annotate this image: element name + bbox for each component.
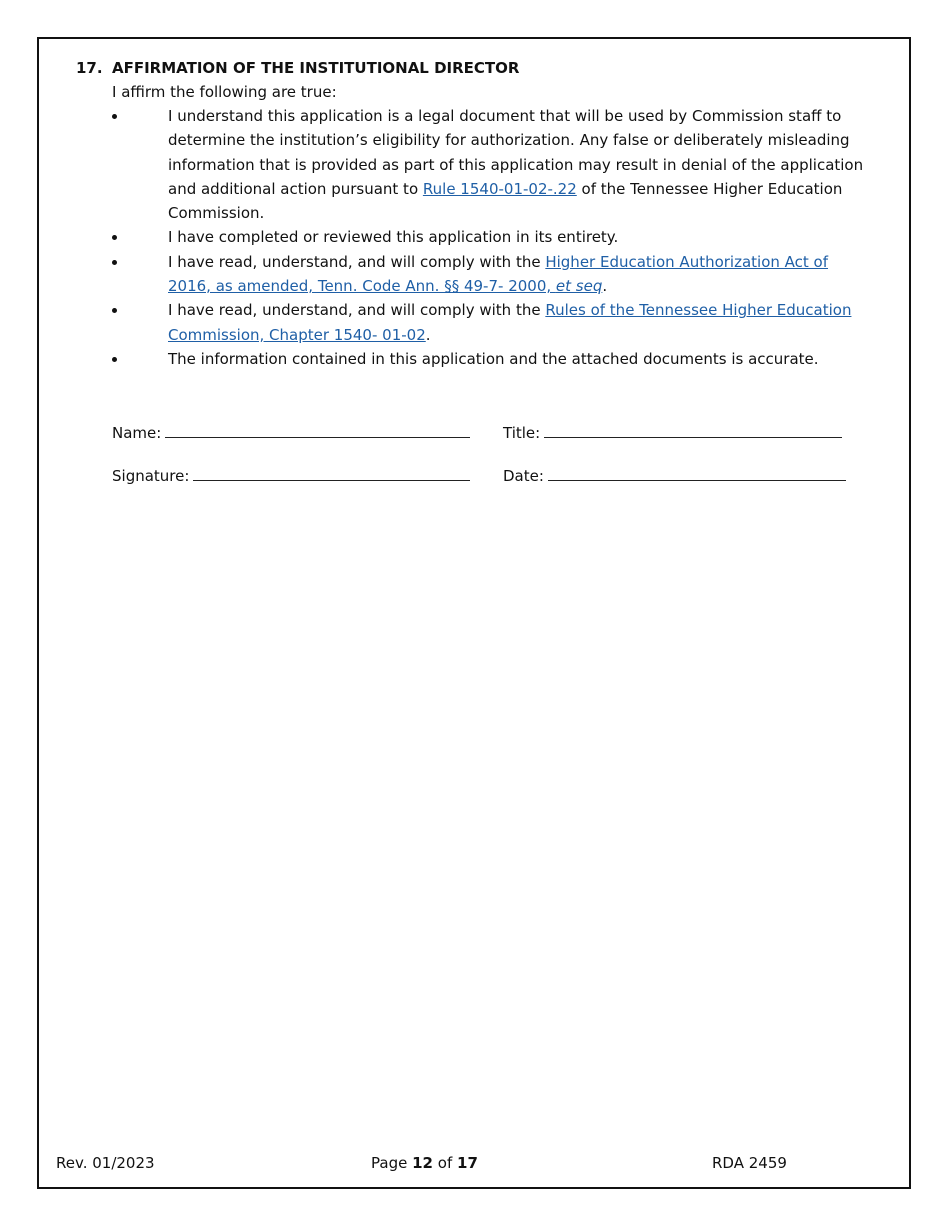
- affirmation-list: [112, 104, 866, 371]
- date-line[interactable]: [548, 465, 846, 481]
- commission-rules-link[interactable]: Rules of the Tennessee Higher Education Commission, Chapter 1540- 01-02: [168, 301, 852, 344]
- section-number: 17.: [76, 59, 103, 77]
- list-item: I have read, understand, and will comply with the Rules of the Tennessee Higher Education Commission, Chapter 1540- 01-02.: [112, 298, 866, 347]
- date-label: Date:: [503, 467, 544, 485]
- section-heading: [76, 56, 866, 80]
- bullet-icon: [112, 308, 117, 313]
- list-item: I understand this application is a legal document that will be used by Commission staff to determine the institution’s eligibility for authorization. Any false or deliberately misleading information that is provided as part of this application may result in denial of the application and additional action pursuant to Rule 1540-01-02-.22 of the Tennessee Higher Education Commission.: [112, 104, 866, 225]
- affirmation-intro: I affirm the following are true:: [112, 83, 337, 101]
- bullet-icon: [112, 114, 117, 119]
- title-label: Title:: [503, 424, 541, 442]
- bullet-icon: [112, 357, 117, 362]
- name-field[interactable]: [112, 422, 470, 444]
- list-item: The information contained in this application and the attached documents is accurate.: [112, 347, 866, 371]
- signature-label: Signature:: [112, 467, 190, 485]
- authorization-act-link[interactable]: Higher Education Authorization Act of 2016, as amended, Tenn. Code Ann. §§ 49-7- 2000, et seq: [168, 252, 829, 296]
- list-item: I have read, understand, and will comply with the Higher Education Authorization Act of 2016, as amended, Tenn. Code Ann. §§ 49-7- 2000, et seq.: [112, 250, 866, 299]
- form-id: RDA 2459: [712, 1154, 787, 1172]
- signature-line[interactable]: [193, 465, 470, 481]
- signature-row-2: [112, 465, 852, 487]
- list-item: I have completed or reviewed this application in its entirety.: [112, 225, 866, 249]
- rule-link[interactable]: Rule 1540-01-02-.22: [422, 179, 577, 198]
- revision-label: Rev. 01/2023: [56, 1154, 155, 1172]
- name-label: Name:: [112, 424, 162, 442]
- page-number: Page 12 of 17: [371, 1154, 478, 1172]
- signature-field[interactable]: [112, 465, 470, 487]
- bullet-icon: [112, 235, 117, 240]
- name-line[interactable]: [165, 422, 470, 438]
- affirmation-section: [76, 56, 866, 371]
- date-field[interactable]: [503, 465, 846, 487]
- title-line[interactable]: [544, 422, 842, 438]
- title-field[interactable]: [503, 422, 842, 444]
- bullet-icon: [112, 260, 117, 265]
- signature-row-1: [112, 422, 852, 444]
- section-title: AFFIRMATION OF THE INSTITUTIONAL DIRECTOR: [112, 59, 520, 77]
